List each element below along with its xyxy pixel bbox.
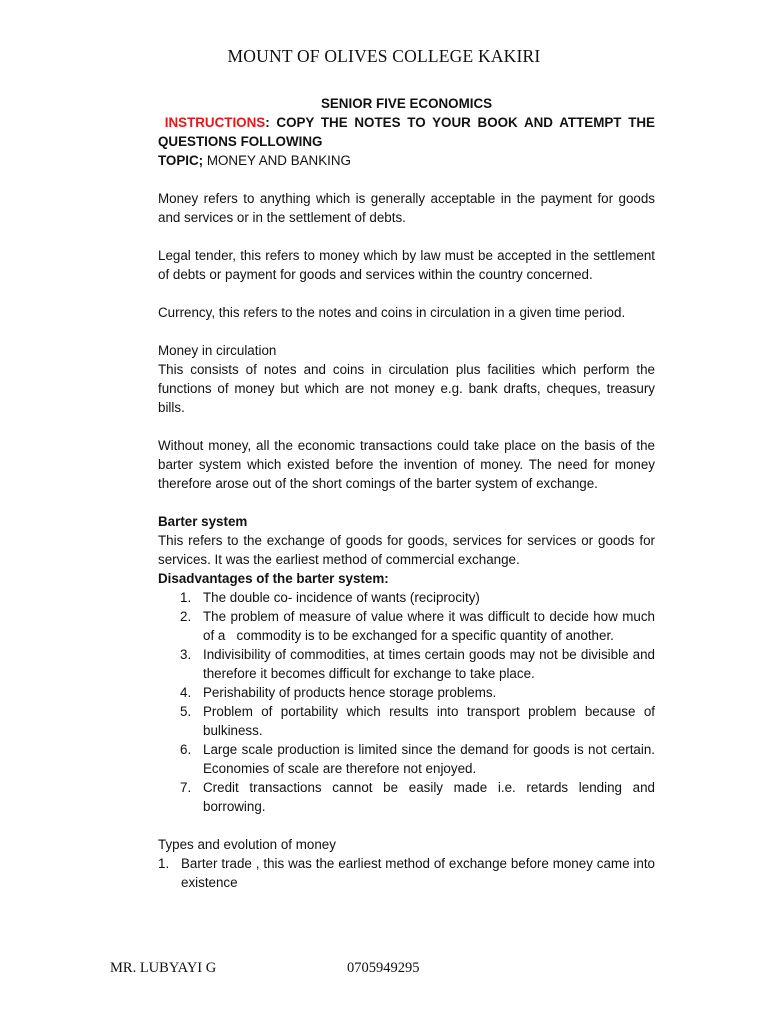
list-item: 5. Problem of portability which results into transport problem because of bulkiness. [180, 704, 655, 738]
topic-value: MONEY AND BANKING [203, 153, 351, 168]
disadvantages-list [158, 588, 659, 816]
currency-definition: Currency, this refers to the notes and coins in circulation in a given time period. [158, 305, 626, 320]
barter-heading: Barter system [158, 514, 248, 529]
phone-number: 0705949295 [347, 960, 420, 976]
list-item: 1. Barter trade , this was the earliest method of exchange before money came into existence [158, 856, 655, 890]
list-item: 6. Large scale production is limited since the demand for goods is not certain. Economies of scale are therefore not enjoyed. [180, 742, 655, 776]
barter-text: This refers to the exchange of goods for goods, services for services or goods for services. It was the earliest method of commercial exchange. [158, 533, 655, 567]
disadvantages-heading: Disadvantages of the barter system: [158, 571, 389, 586]
instructions [158, 113, 655, 151]
list-item: 2. The problem of measure of value where it was difficult to decide how much of a commodity is to be exchanged for a specific quantity of another. [180, 609, 659, 643]
legal-tender-definition: Legal tender, this refers to money which by law must be accepted in the settlement of debts or payment for goods and services within the country concerned. [158, 248, 655, 282]
list-item: 1. The double co- incidence of wants (reciprocity) [180, 590, 480, 605]
list-item: 3. Indivisibility of commodities, at times certain goods may not be divisible and therefore it becomes difficult for exchange to take place. [180, 647, 655, 681]
circulation-text: This consists of notes and coins in circulation plus facilities which perform the functions of money but which are not money e.g. bank drafts, cheques, treasury bills. [158, 362, 655, 415]
types-heading: Types and evolution of money [158, 837, 336, 852]
topic-line [158, 151, 655, 170]
instructions-text: : COPY THE NOTES TO YOUR BOOK AND ATTEMPT THE QUESTIONS FOLLOWING [158, 115, 655, 149]
school-name: MOUNT OF OLIVES COLLEGE KAKIRI [227, 46, 541, 66]
list-item: 4. Perishability of products hence storage problems. [180, 685, 497, 700]
notes-content [158, 94, 659, 892]
instructions-label: INSTRUCTIONS [164, 115, 266, 130]
without-money-paragraph: Without money, all the economic transactions could take place on the basis of the barter system which existed before the invention of money. The need for money therefore arose out of the short comings of the barter system of exchange. [158, 438, 655, 491]
circulation-heading: Money in circulation [158, 343, 277, 358]
types-list [158, 854, 655, 892]
list-item: 7. Credit transactions cannot be easily made i.e. retards lending and borrowing. [180, 780, 655, 814]
topic-label: TOPIC; [158, 153, 204, 168]
class-title: SENIOR FIVE ECONOMICS [320, 96, 493, 111]
teacher-name: MR. LUBYAYI G [110, 960, 217, 976]
money-definition: Money refers to anything which is generally acceptable in the payment for goods and services or in the settlement of debts. [158, 191, 655, 225]
